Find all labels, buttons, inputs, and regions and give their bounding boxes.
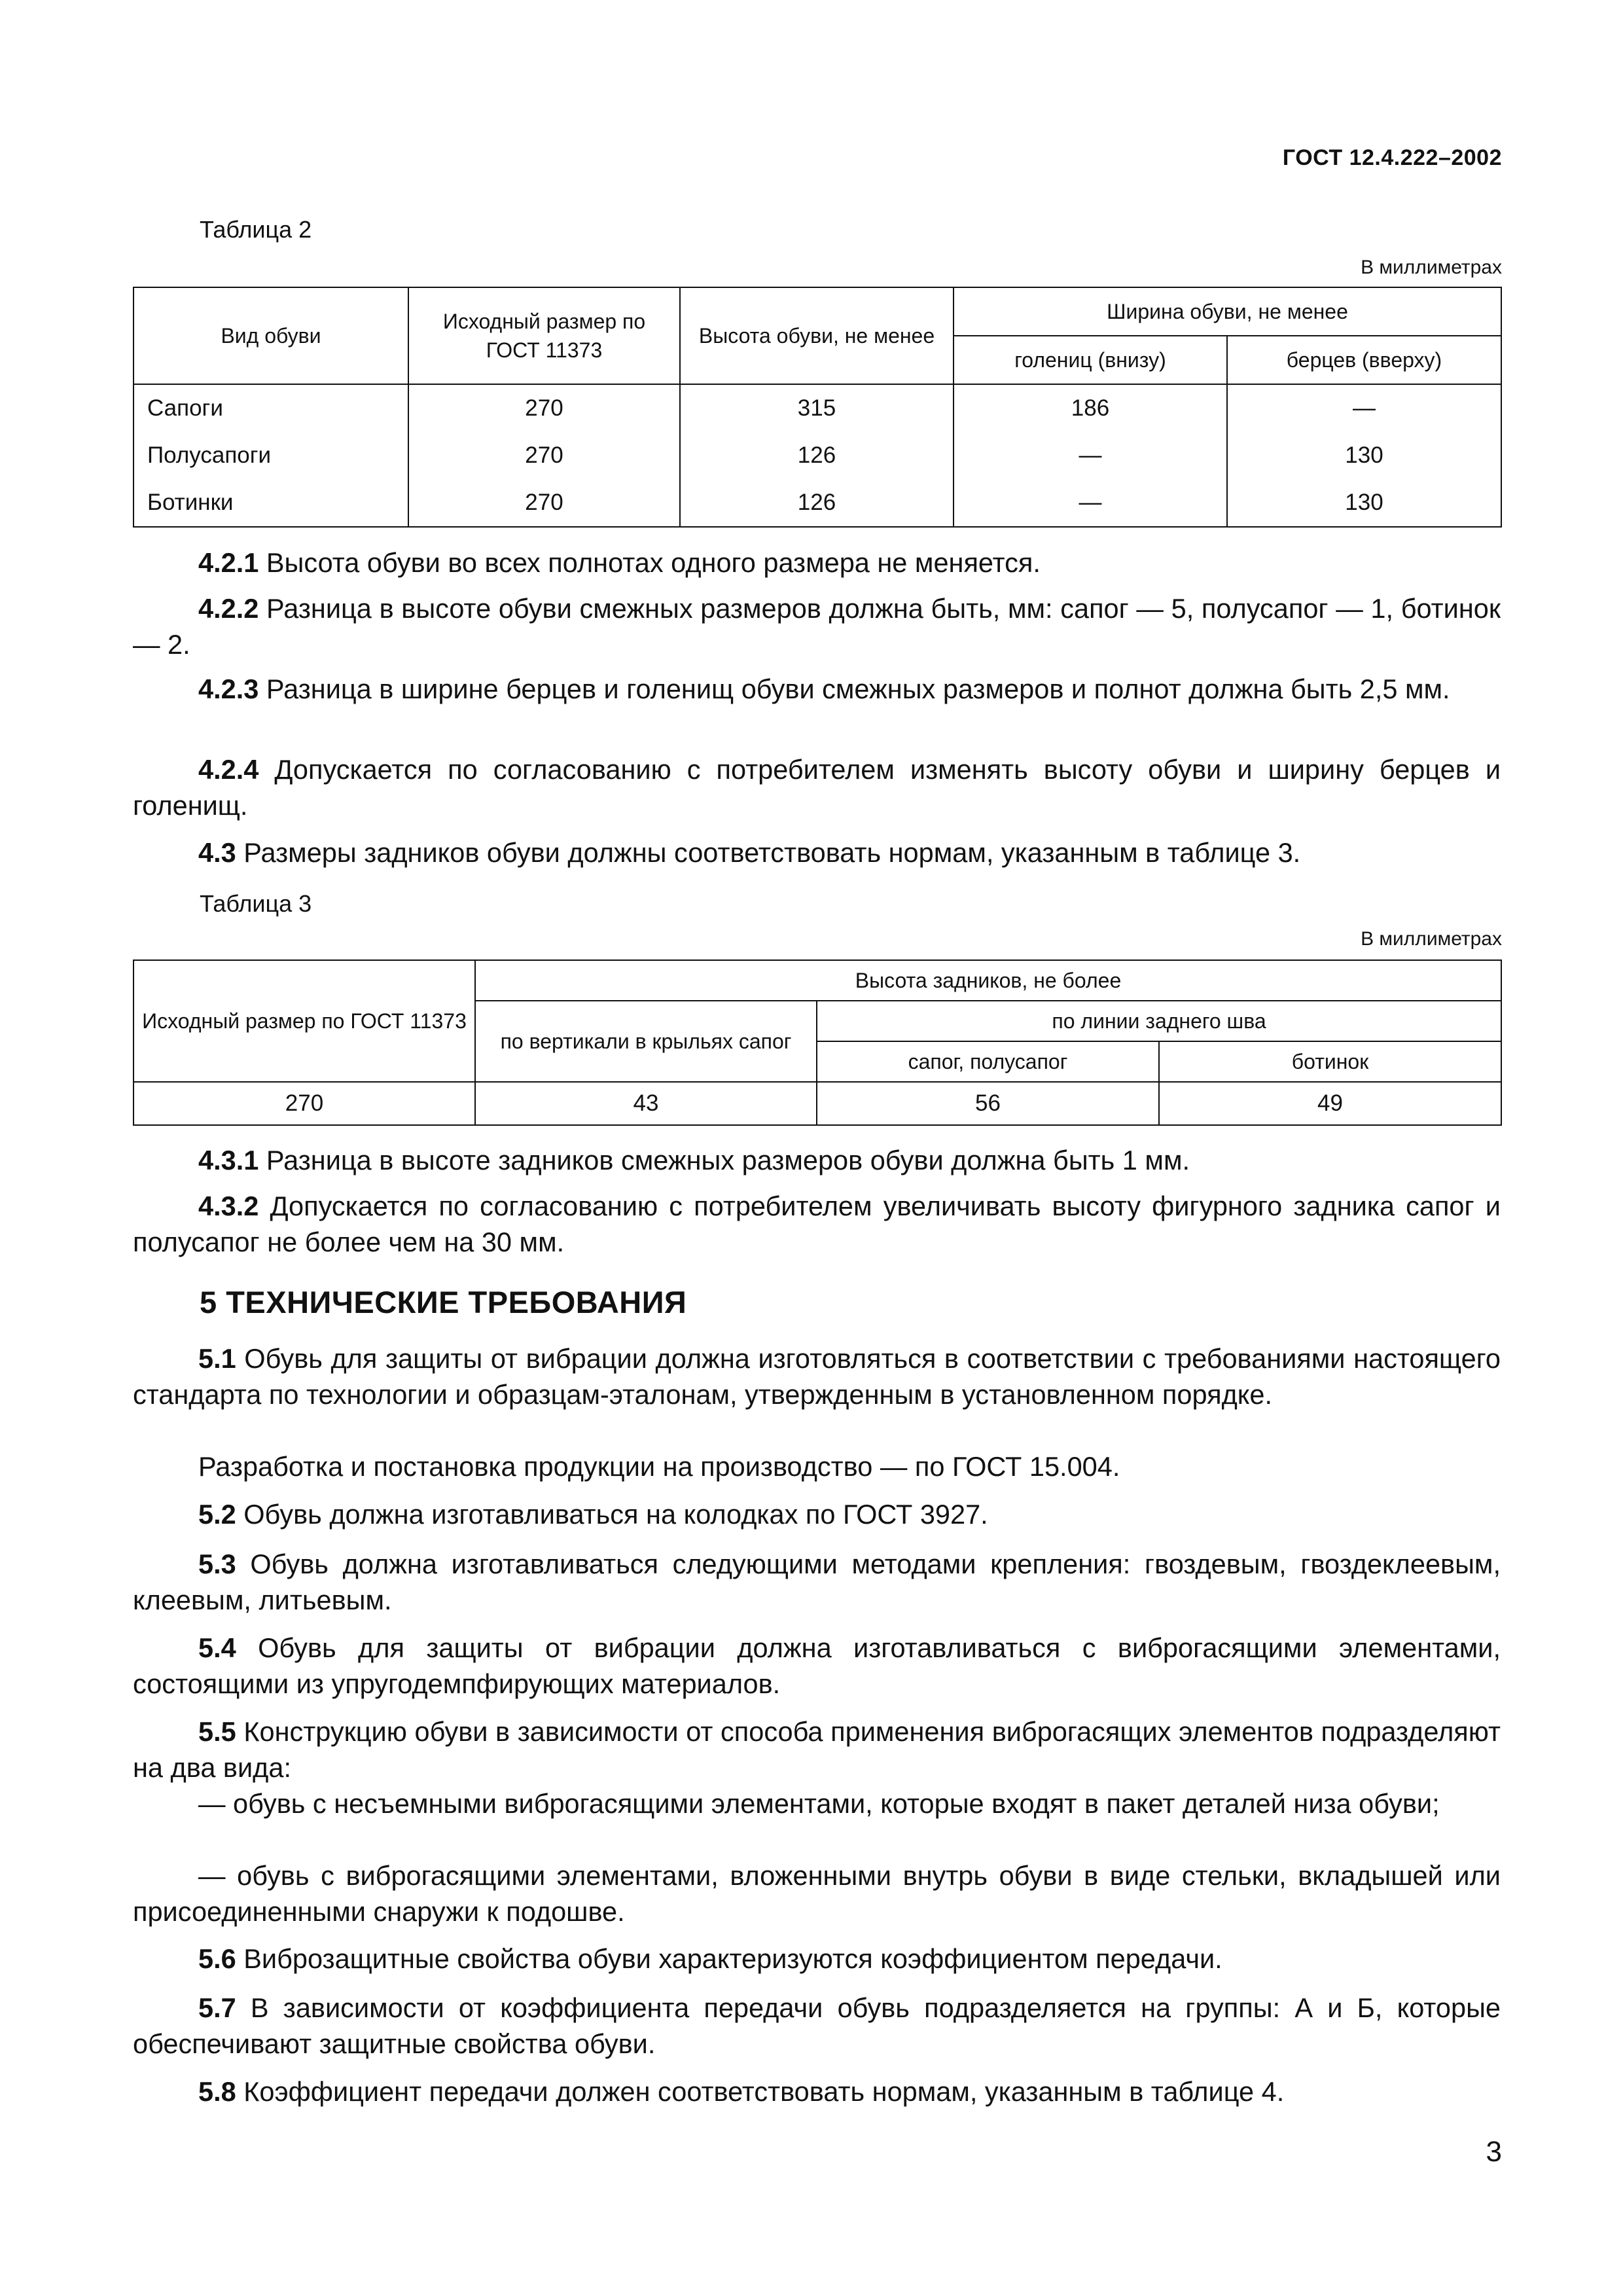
table2-cell-upper: 130 (1227, 432, 1501, 479)
table2-units: В миллиметрах (1361, 257, 1502, 278)
table2-header-width: Ширина обуви, не менее (954, 287, 1501, 336)
paragraph-4-2-3: 4.2.3 Разница в ширине берцев и голенищ обуви смежных размеров и полнот должна быть 2,5 мм. (198, 673, 1450, 704)
paragraph-5-4: 5.4 Обувь для защиты от вибрации должна изготавливаться с виброгасящими элементами, состоящими из упругодемпфирующих материалов. (133, 1632, 1501, 1699)
table3-cell-size: 270 (134, 1082, 475, 1125)
paragraph-4-3-1: 4.3.1 Разница в высоте задников смежных размеров обуви должна быть 1 мм. (198, 1145, 1190, 1175)
paragraph-4-3-2: 4.3.2 Допускается по согласованию с потребителем увеличивать высоту фигурного задника сапог и полусапог не более чем на 30 мм. (133, 1191, 1501, 1257)
table2-header-width-upper: берцев (вверху) (1227, 336, 1501, 384)
paragraph-4-2-1: 4.2.1 Высота обуви во всех полнотах одного размера не меняется. (198, 547, 1041, 578)
section-title: 5 ТЕХНИЧЕСКИЕ ТРЕБОВАНИЯ (200, 1285, 687, 1319)
table2-cell-shaft: — (954, 432, 1227, 479)
table2-cell-size: 270 (408, 432, 680, 479)
table2-cell-upper: 130 (1227, 479, 1501, 527)
paragraph-5-5: 5.5 Конструкцию обуви в зависимости от способа применения виброгасящих элементов подразделяют на два вида: (133, 1716, 1501, 1783)
paragraph-5-6: 5.6 Виброзащитные свойства обуви характеризуются коэффициентом передачи. (198, 1943, 1222, 1974)
table3-header-shoes: ботинок (1159, 1041, 1501, 1082)
table3-header-boots: сапог, полусапог (817, 1041, 1159, 1082)
paragraph-5-3: 5.3 Обувь должна изготавливаться следующими методами крепления: гвоздевым, гвоздеклеевым, клеевым, литьевым. (133, 1549, 1501, 1615)
table2-header-size: Исходный размер по ГОСТ 11373 (408, 287, 680, 384)
table3-units: В миллиметрах (1361, 928, 1502, 950)
table2-cell-height: 315 (680, 384, 954, 432)
table-row (134, 384, 1501, 432)
table2-cell-type: Полусапоги (134, 432, 408, 479)
paragraph-4-3: 4.3 Размеры задников обуви должны соответствовать нормам, указанным в таблице 3. (198, 837, 1301, 868)
table-row (134, 432, 1501, 479)
table3-header-size: Исходный размер по ГОСТ 11373 (134, 960, 475, 1082)
table2-caption: Таблица 2 (200, 216, 312, 243)
table3-cell-vertical: 43 (475, 1082, 817, 1125)
table2-cell-height: 126 (680, 479, 954, 527)
table3-header-seam: по линии заднего шва (817, 1001, 1501, 1041)
table-row (134, 479, 1501, 527)
paragraph-5-1: 5.1 Обувь для защиты от вибрации должна изготовляться в соответствии с требованиями настоящего стандарта по технологии и образцам-эталонам, утвержденным в установленном порядке. (133, 1343, 1501, 1410)
table3-cell-shoes: 49 (1159, 1082, 1501, 1125)
table2-cell-type: Ботинки (134, 479, 408, 527)
table2-cell-size: 270 (408, 479, 680, 527)
paragraph-5-8: 5.8 Коэффициент передачи должен соответствовать нормам, указанным в таблице 4. (198, 2076, 1285, 2107)
table2-header-width-shaft: голениц (внизу) (954, 336, 1227, 384)
table3 (133, 960, 1502, 1126)
table2-header-height: Высота обуви, не менее (680, 287, 954, 384)
table2 (133, 287, 1502, 528)
table2-cell-type: Сапоги (134, 384, 408, 432)
table3-header-height: Высота задников, не более (475, 960, 1501, 1001)
paragraph-5-7: 5.7 В зависимости от коэффициента передачи обувь подразделяется на группы: А и Б, которые обеспечивают защитные свойства обуви. (133, 1992, 1501, 2059)
table2-cell-shaft: — (954, 479, 1227, 527)
paragraph-5-5-item-2: — обувь с виброгасящими элементами, вложенными внутрь обуви в виде стельки, вкладышей или присоединенными снаружи к подошве. (133, 1860, 1501, 1927)
paragraph-5-5-item-1: — обувь с несъемными виброгасящими элементами, которые входят в пакет деталей низа обуви; (198, 1788, 1440, 1819)
table3-header-vertical: по вертикали в крыльях сапог (475, 1001, 817, 1082)
table2-header-type: Вид обуви (134, 287, 408, 384)
table2-cell-shaft: 186 (954, 384, 1227, 432)
paragraph-4-2-4: 4.2.4 Допускается по согласованию с потребителем изменять высоту обуви и ширину берцев и голенищ. (133, 754, 1501, 821)
document-code: ГОСТ 12.4.222–2002 (1282, 145, 1502, 170)
table2-cell-upper: — (1227, 384, 1501, 432)
paragraph-4-2-2: 4.2.2 Разница в высоте обуви смежных размеров должна быть, мм: сапог — 5, полусапог — 1, ботинок — 2. (133, 593, 1501, 660)
paragraph-5-2: 5.2 Обувь должна изготавливаться на колодках по ГОСТ 3927. (198, 1499, 988, 1530)
table3-caption: Таблица 3 (200, 890, 312, 917)
table-row (134, 1082, 1501, 1125)
table3-cell-boots: 56 (817, 1082, 1159, 1125)
paragraph-5-1-extra: Разработка и постановка продукции на производство — по ГОСТ 15.004. (198, 1451, 1120, 1482)
table2-cell-size: 270 (408, 384, 680, 432)
page-number: 3 (1486, 2136, 1502, 2168)
table2-cell-height: 126 (680, 432, 954, 479)
